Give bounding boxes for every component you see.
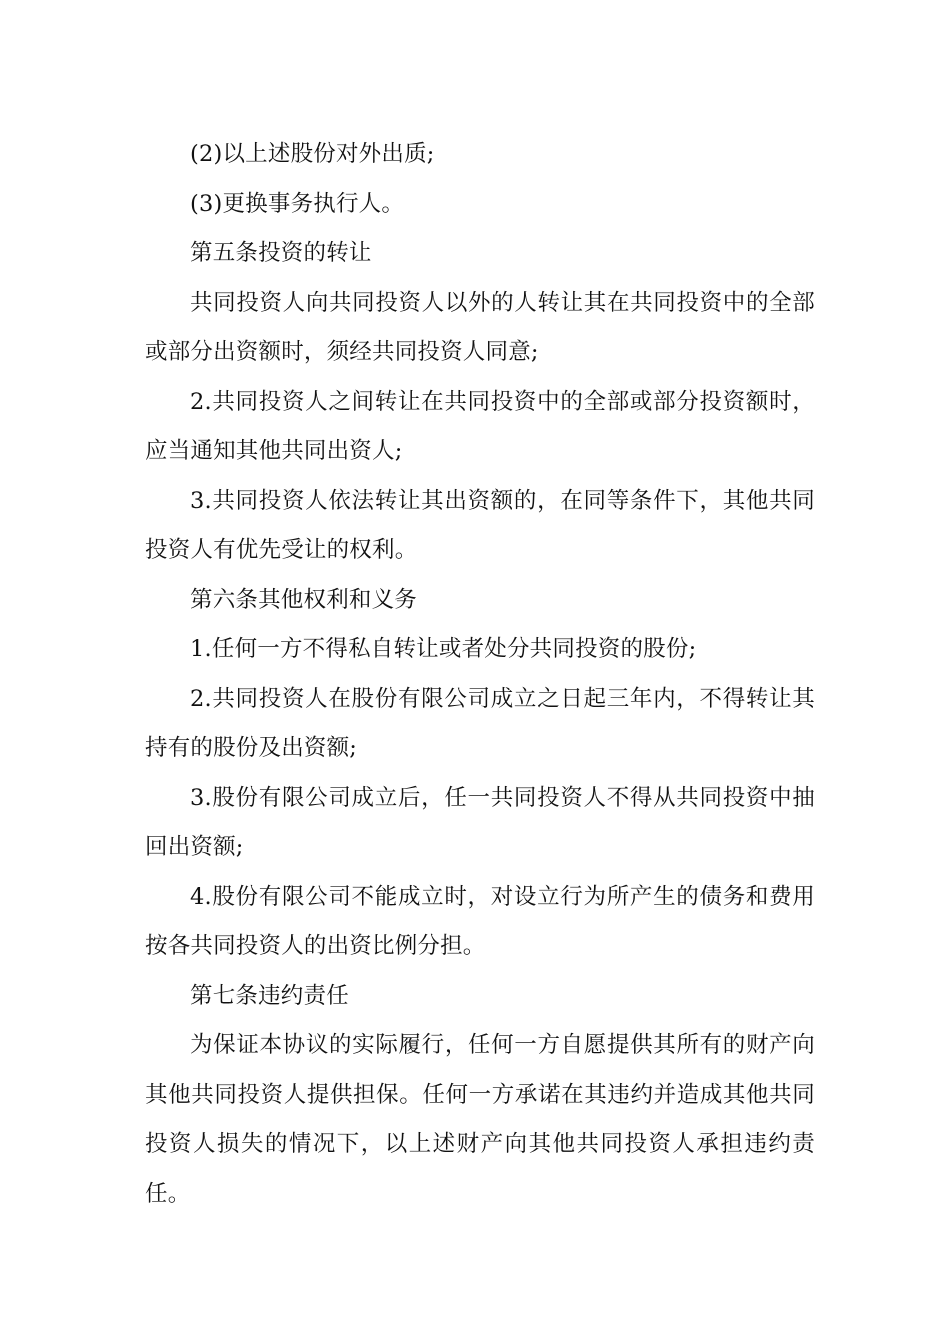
article-6-item-2: 2.共同投资人在股份有限公司成立之日起三年内，不得转让其持有的股份及出资额; bbox=[145, 685, 815, 761]
article-5-item-3: 3.共同投资人依法转让其出资额的，在同等条件下，其他共同投资人有优先受让的权利。 bbox=[145, 487, 815, 563]
article-6-item-1: 1.任何一方不得私自转让或者处分共同投资的股份; bbox=[190, 636, 697, 662]
article-6-item-4: 4.股份有限公司不能成立时，对设立行为所产生的债务和费用按各共同投资人的出资比例分担。 bbox=[145, 883, 815, 959]
article-5-heading: 第五条投资的转让 bbox=[190, 240, 372, 266]
document-page bbox=[145, 130, 815, 1219]
article-7-body: 为保证本协议的实际履行，任何一方自愿提供其所有的财产向其他共同投资人提供担保。任何一方承诺在其违约并造成其他共同投资人损失的情况下，以上述财产向其他共同投资人承担违约责任。 bbox=[145, 1032, 815, 1207]
article-5-item-2: 2.共同投资人之间转让在共同投资中的全部或部分投资额时，应当通知其他共同出资人; bbox=[145, 388, 815, 464]
article-6-heading: 第六条其他权利和义务 bbox=[190, 586, 418, 613]
article-6-item-3: 3.股份有限公司成立后，任一共同投资人不得从共同投资中抽回出资额; bbox=[145, 784, 815, 860]
clause-item-2-pledge: (2)以上述股份对外出质; bbox=[190, 141, 435, 167]
article-5-intro: 共同投资人向共同投资人以外的人转让其在共同投资中的全部或部分出资额时，须经共同投资人同意; bbox=[145, 289, 815, 365]
article-7-heading: 第七条违约责任 bbox=[190, 982, 349, 1009]
clause-item-3-executor: (3)更换事务执行人。 bbox=[190, 190, 405, 217]
